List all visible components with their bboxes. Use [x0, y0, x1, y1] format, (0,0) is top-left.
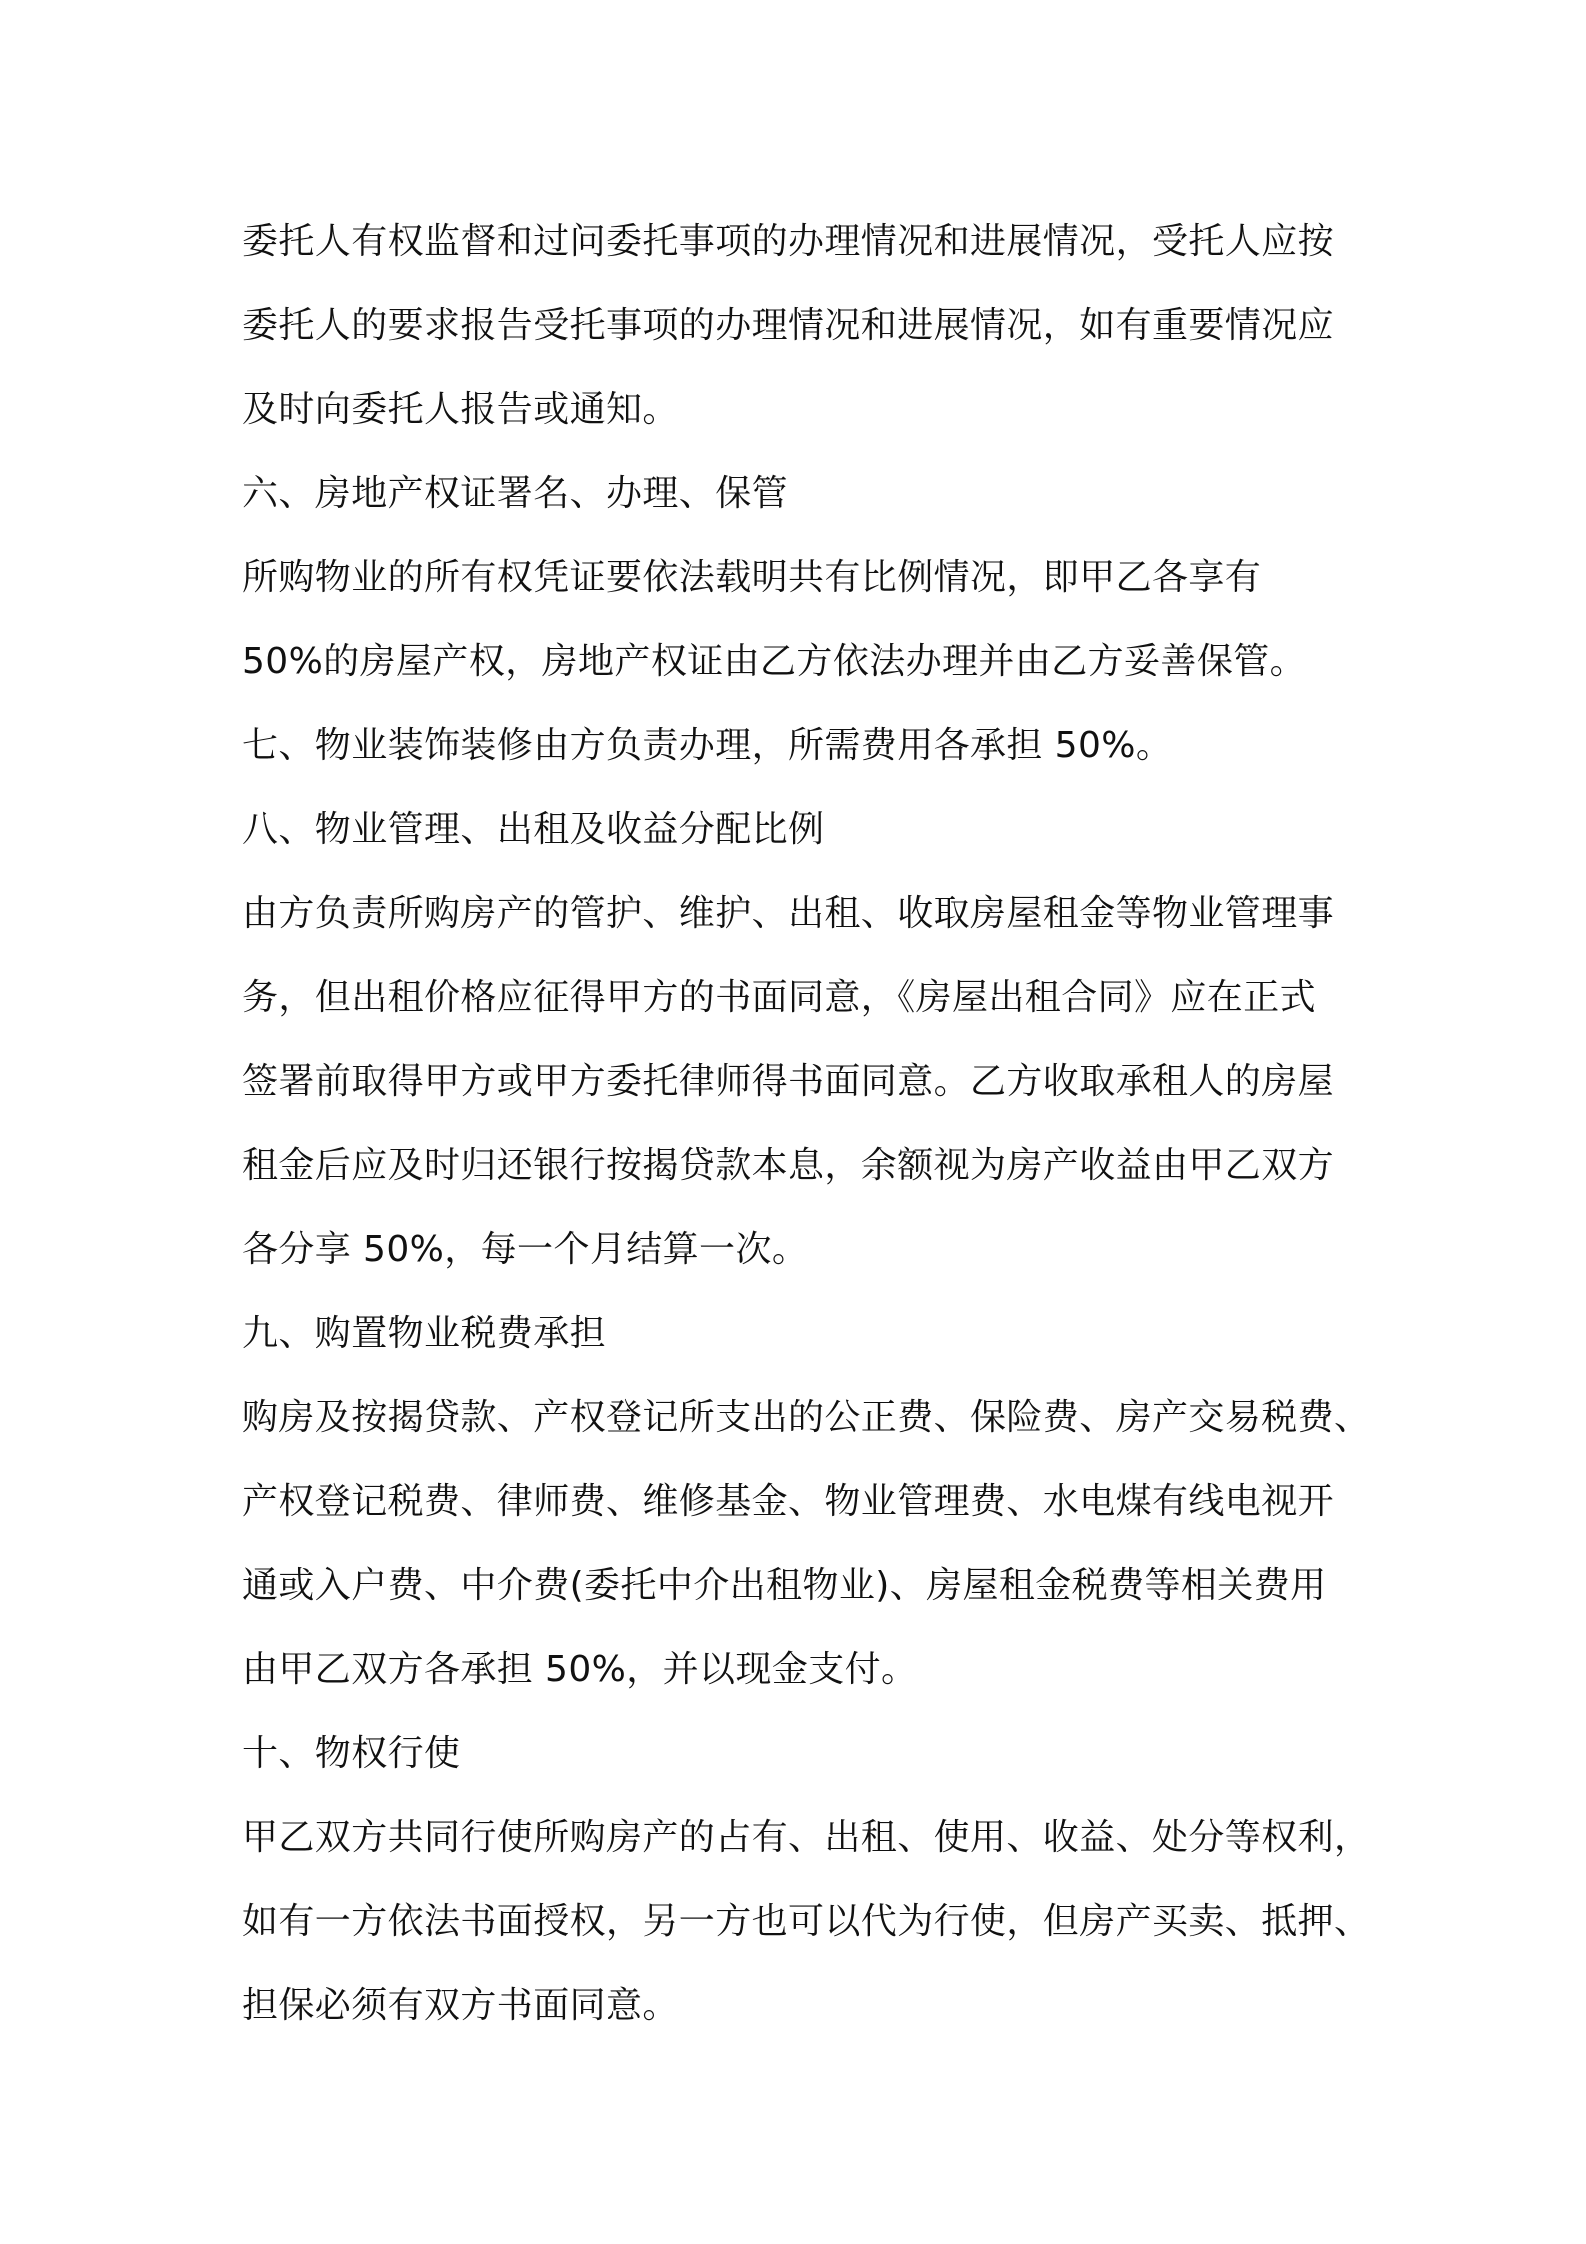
paragraph-line: 各分享 50%，每一个月结算一次。 [242, 1229, 809, 1270]
section-heading-9: 九、购置物业税费承担 [242, 1313, 607, 1354]
paragraph-line: 产权登记税费、律师费、维修基金、物业管理费、水电煤有线电视开 [242, 1481, 1335, 1522]
section-heading-8: 八、物业管理、出租及收益分配比例 [242, 809, 825, 850]
paragraph-line: 委托人有权监督和过问委托事项的办理情况和进展情况，受托人应按 [242, 221, 1335, 262]
paragraph-line: 务，但出租价格应征得甲方的书面同意，《房屋出租合同》应在正式 [242, 977, 1317, 1018]
paragraph-line: 签署前取得甲方或甲方委托律师得书面同意。乙方收取承租人的房屋 [242, 1061, 1335, 1102]
paragraph-line: 如有一方依法书面授权，另一方也可以代为行使，但房产买卖、抵押、 [242, 1901, 1371, 1942]
paragraph-line: 租金后应及时归还银行按揭贷款本息，余额视为房产收益由甲乙双方 [242, 1145, 1335, 1186]
paragraph-line: 所购物业的所有权凭证要依法载明共有比例情况，即甲乙各享有 [242, 557, 1262, 598]
section-heading-7: 七、物业装饰装修由方负责办理，所需费用各承担 50%。 [242, 725, 1173, 766]
paragraph-line: 由甲乙双方各承担 50%，并以现金支付。 [242, 1649, 918, 1690]
section-heading-6: 六、房地产权证署名、办理、保管 [242, 473, 789, 514]
paragraph-line: 购房及按揭贷款、产权登记所支出的公正费、保险费、房产交易税费、 [242, 1397, 1371, 1438]
paragraph-line: 50%的房屋产权，房地产权证由乙方依法办理并由乙方妥善保管。 [242, 641, 1307, 682]
paragraph-line: 通或入户费、中介费(委托中介出租物业)、房屋租金税费等相关费用 [242, 1565, 1327, 1606]
paragraph-line: 及时向委托人报告或通知。 [242, 389, 679, 430]
paragraph-line: 由方负责所购房产的管护、维护、出租、收取房屋租金等物业管理事 [242, 893, 1335, 934]
paragraph-line: 委托人的要求报告受托事项的办理情况和进展情况，如有重要情况应 [242, 305, 1335, 346]
section-heading-10: 十、物权行使 [242, 1733, 461, 1774]
paragraph-line: 甲乙双方共同行使所购房产的占有、出租、使用、收益、处分等权利， [242, 1817, 1371, 1858]
document-body [242, 200, 1371, 2048]
paragraph-line: 担保必须有双方书面同意。 [242, 1985, 679, 2026]
